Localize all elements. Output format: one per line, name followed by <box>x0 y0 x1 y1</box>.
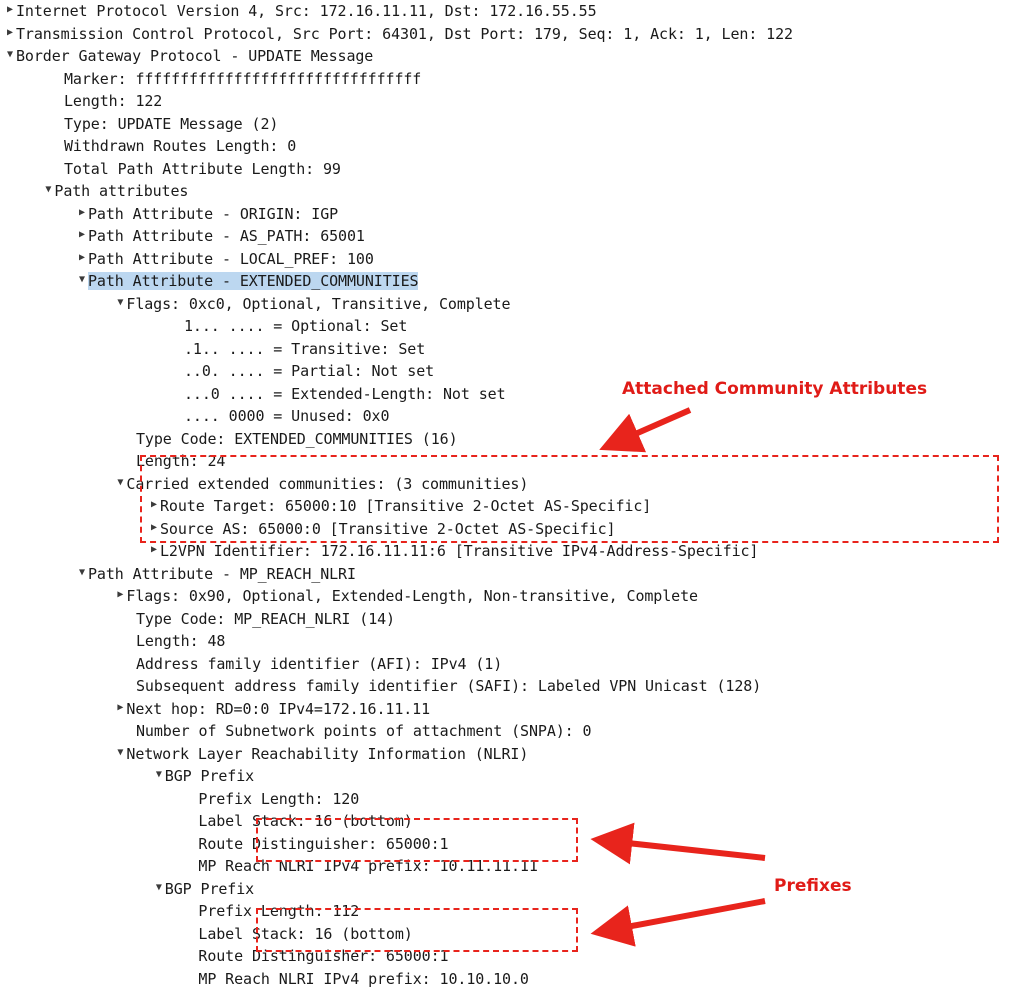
tree-row[interactable] <box>0 923 1024 946</box>
tree-row[interactable] <box>0 675 1024 698</box>
tree-row[interactable] <box>0 113 1024 136</box>
tree-row[interactable] <box>0 608 1024 631</box>
tree-row-label: Route Distinguisher: 65000:1 <box>198 835 448 853</box>
tree-row[interactable] <box>0 293 1024 316</box>
tree-row[interactable] <box>0 563 1024 586</box>
tree-row[interactable] <box>0 135 1024 158</box>
tree-row[interactable] <box>0 900 1024 923</box>
tree-row[interactable] <box>0 248 1024 271</box>
tree-row[interactable] <box>0 45 1024 68</box>
tree-spacer <box>186 944 198 967</box>
tree-row[interactable] <box>0 225 1024 248</box>
tree-row-label: Source AS: 65000:0 [Transitive 2-Octet AS-Specific] <box>160 520 615 538</box>
chevron-right-icon[interactable]: ▶ <box>76 224 88 247</box>
tree-row[interactable] <box>0 765 1024 788</box>
tree-row[interactable] <box>0 585 1024 608</box>
tree-row[interactable] <box>0 968 1024 990</box>
tree-row[interactable] <box>0 338 1024 361</box>
tree-row[interactable] <box>0 315 1024 338</box>
chevron-down-icon[interactable]: ▼ <box>153 764 165 787</box>
tree-row-label: Type Code: MP_REACH_NLRI (14) <box>136 610 395 628</box>
tree-row-label: ...0 .... = Extended-Length: Not set <box>184 385 506 403</box>
tree-spacer <box>186 809 198 832</box>
chevron-down-icon[interactable]: ▼ <box>114 472 126 495</box>
tree-row[interactable] <box>0 203 1024 226</box>
tree-row-label: Withdrawn Routes Length: 0 <box>64 137 296 155</box>
tree-spacer <box>186 854 198 877</box>
tree-row-label: .1.. .... = Transitive: Set <box>184 340 425 358</box>
chevron-right-icon[interactable]: ▶ <box>148 517 160 540</box>
tree-row-label: Total Path Attribute Length: 99 <box>64 160 341 178</box>
chevron-right-icon[interactable]: ▶ <box>114 697 126 720</box>
tree-row-label: Length: 24 <box>136 452 225 470</box>
tree-row-label: Flags: 0x90, Optional, Extended-Length, Non-transitive, Complete <box>126 587 698 605</box>
tree-row[interactable] <box>0 90 1024 113</box>
chevron-right-icon[interactable]: ▶ <box>76 202 88 225</box>
tree-row-label: BGP Prefix <box>165 767 254 785</box>
chevron-down-icon[interactable]: ▼ <box>76 562 88 585</box>
tree-row-label: Subsequent address family identifier (SAFI): Labeled VPN Unicast (128) <box>136 677 761 695</box>
tree-row[interactable] <box>0 833 1024 856</box>
chevron-right-icon[interactable]: ▶ <box>4 0 16 22</box>
tree-row-label: Path Attribute - LOCAL_PREF: 100 <box>88 250 374 268</box>
tree-spacer <box>172 382 184 405</box>
chevron-down-icon[interactable]: ▼ <box>42 179 54 202</box>
tree-row-label: Network Layer Reachability Information (NLRI) <box>126 745 528 763</box>
tree-spacer <box>124 449 136 472</box>
tree-row-label: ..0. .... = Partial: Not set <box>184 362 434 380</box>
tree-spacer <box>124 607 136 630</box>
chevron-down-icon[interactable]: ▼ <box>76 269 88 292</box>
tree-row[interactable] <box>0 720 1024 743</box>
tree-row[interactable] <box>0 180 1024 203</box>
tree-spacer <box>52 157 64 180</box>
tree-row-label: MP Reach NLRI IPv4 prefix: 10.10.10.0 <box>198 970 528 988</box>
chevron-right-icon[interactable]: ▶ <box>4 22 16 45</box>
tree-row-label: L2VPN Identifier: 172.16.11.11:6 [Transitive IPv4-Address-Specific] <box>160 542 758 560</box>
chevron-right-icon[interactable]: ▶ <box>148 539 160 562</box>
tree-row-label: Prefix Length: 112 <box>198 902 359 920</box>
tree-row[interactable] <box>0 405 1024 428</box>
tree-row-label: Path Attribute - ORIGIN: IGP <box>88 205 338 223</box>
tree-spacer <box>186 922 198 945</box>
tree-row[interactable] <box>0 158 1024 181</box>
tree-row[interactable] <box>0 945 1024 968</box>
tree-row-label: Number of Subnetwork points of attachment (SNPA): 0 <box>136 722 591 740</box>
chevron-right-icon[interactable]: ▶ <box>148 494 160 517</box>
tree-row[interactable] <box>0 68 1024 91</box>
tree-row[interactable] <box>0 855 1024 878</box>
tree-row-label: Path attributes <box>54 182 188 200</box>
tree-spacer <box>186 832 198 855</box>
tree-row-label: Next hop: RD=0:0 IPv4=172.16.11.11 <box>126 700 430 718</box>
tree-row-label: Transmission Control Protocol, Src Port: 64301, Dst Port: 179, Seq: 1, Ack: 1, Len: 122 <box>16 25 793 43</box>
tree-spacer <box>124 719 136 742</box>
tree-row[interactable] <box>0 270 1024 293</box>
tree-spacer <box>172 404 184 427</box>
tree-row[interactable] <box>0 810 1024 833</box>
tree-row-label: MP Reach NLRI IPv4 prefix: 10.11.11.11 <box>198 857 537 875</box>
tree-row-label: Type: UPDATE Message (2) <box>64 115 278 133</box>
chevron-right-icon[interactable]: ▶ <box>76 247 88 270</box>
tree-row-label: Type Code: EXTENDED_COMMUNITIES (16) <box>136 430 458 448</box>
tree-row-label: Route Target: 65000:10 [Transitive 2-Octet AS-Specific] <box>160 497 651 515</box>
tree-spacer <box>124 427 136 450</box>
tree-spacer <box>186 967 198 990</box>
tree-row-label: .... 0000 = Unused: 0x0 <box>184 407 389 425</box>
tree-row-label: 1... .... = Optional: Set <box>184 317 407 335</box>
chevron-down-icon[interactable]: ▼ <box>114 292 126 315</box>
tree-spacer <box>52 67 64 90</box>
tree-spacer <box>124 652 136 675</box>
tree-row-label: Path Attribute - MP_REACH_NLRI <box>88 565 356 583</box>
tree-row-label: Carried extended communities: (3 communities) <box>126 475 528 493</box>
prefixes-annotation-label: Prefixes <box>774 876 852 896</box>
tree-row-label: Flags: 0xc0, Optional, Transitive, Complete <box>126 295 510 313</box>
tree-row-label: Prefix Length: 120 <box>198 790 359 808</box>
tree-row[interactable] <box>0 540 1024 563</box>
tree-spacer <box>172 314 184 337</box>
tree-row-label: Label Stack: 16 (bottom) <box>198 925 412 943</box>
tree-row[interactable] <box>0 495 1024 518</box>
tree-spacer <box>186 899 198 922</box>
tree-spacer <box>124 674 136 697</box>
tree-row[interactable] <box>0 788 1024 811</box>
tree-row[interactable] <box>0 743 1024 766</box>
tree-spacer <box>124 629 136 652</box>
chevron-down-icon[interactable]: ▼ <box>114 742 126 765</box>
tree-spacer <box>172 359 184 382</box>
tree-spacer <box>52 89 64 112</box>
tree-row-label: Length: 48 <box>136 632 225 650</box>
tree-row-label: Marker: ffffffffffffffffffffffffffffffff <box>64 70 421 88</box>
tree-row[interactable] <box>0 23 1024 46</box>
tree-row-label: Path Attribute - AS_PATH: 65001 <box>88 227 365 245</box>
tree-row[interactable] <box>0 450 1024 473</box>
tree-spacer <box>186 787 198 810</box>
tree-row[interactable] <box>0 428 1024 451</box>
tree-row-label: Border Gateway Protocol - UPDATE Message <box>16 47 373 65</box>
tree-spacer <box>52 112 64 135</box>
tree-row[interactable] <box>0 518 1024 541</box>
tree-row[interactable] <box>0 0 1024 23</box>
chevron-down-icon[interactable]: ▼ <box>153 877 165 900</box>
tree-row-label: Route Distinguisher: 65000:1 <box>198 947 448 965</box>
tree-row[interactable] <box>0 878 1024 901</box>
tree-row-label: Address family identifier (AFI): IPv4 (1) <box>136 655 502 673</box>
tree-spacer <box>172 337 184 360</box>
communities-annotation-label: Attached Community Attributes <box>622 379 927 399</box>
chevron-down-icon[interactable]: ▼ <box>4 44 16 67</box>
chevron-right-icon[interactable]: ▶ <box>114 584 126 607</box>
tree-spacer <box>52 134 64 157</box>
tree-row[interactable] <box>0 473 1024 496</box>
tree-row[interactable] <box>0 630 1024 653</box>
tree-row[interactable] <box>0 653 1024 676</box>
tree-row[interactable] <box>0 698 1024 721</box>
tree-row-label: Length: 122 <box>64 92 162 110</box>
tree-row-label: BGP Prefix <box>165 880 254 898</box>
tree-row-label: Internet Protocol Version 4, Src: 172.16.11.11, Dst: 172.16.55.55 <box>16 2 597 20</box>
tree-row-label: Path Attribute - EXTENDED_COMMUNITIES <box>88 272 418 290</box>
tree-row-label: Label Stack: 16 (bottom) <box>198 812 412 830</box>
